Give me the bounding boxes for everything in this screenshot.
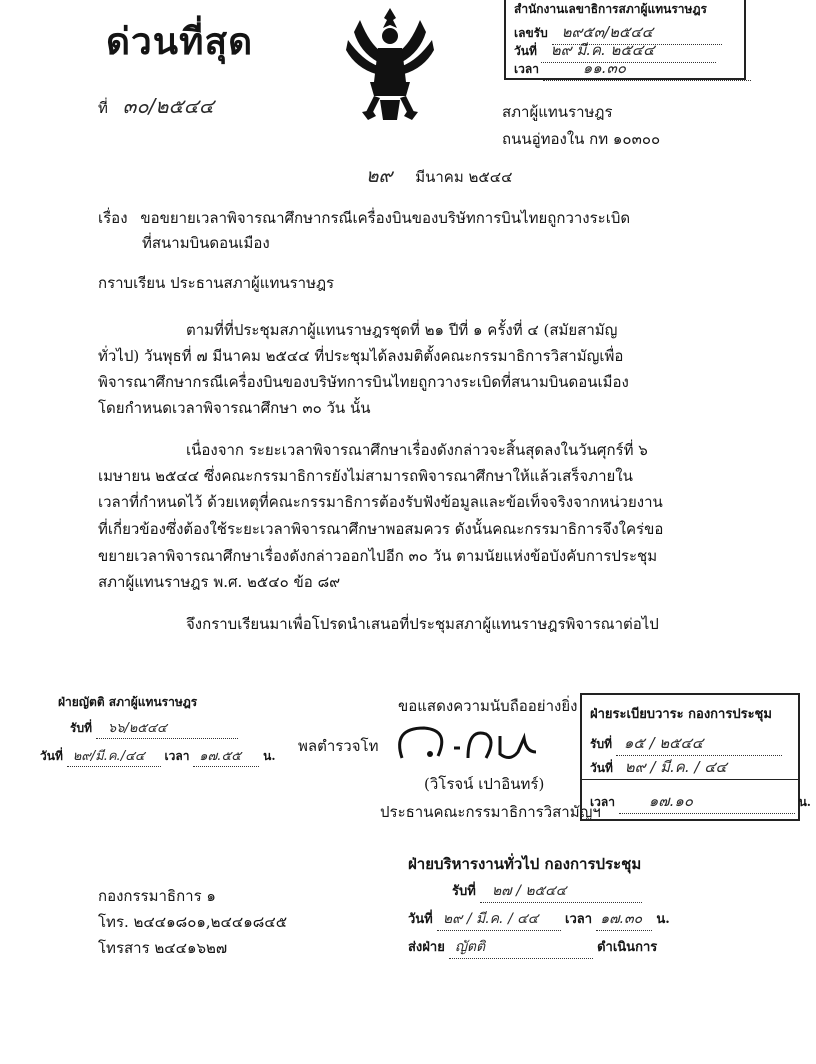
- general-recv-label: รับที่: [452, 884, 476, 899]
- receipt-stamp-title: สำนักงานเลขาธิการสภาผู้แทนราษฎร: [514, 2, 707, 16]
- receipt-stamp: [504, 0, 746, 80]
- legal-time-unit: น.: [263, 749, 276, 763]
- footer-office: กองกรรมาธิการ ๑: [98, 887, 216, 905]
- subject-line-2: ที่สนามบินดอนเมือง: [142, 234, 270, 252]
- legal-recv-label: รับที่: [70, 721, 92, 735]
- agenda-time-label: เวลา: [590, 795, 615, 809]
- urgency-heading: ด่วนที่สุด: [106, 19, 254, 63]
- org-address: ถนนอู่ทองใน กท ๑๐๓๐๐: [502, 130, 661, 148]
- general-date-label: วันที่: [408, 912, 433, 927]
- handwritten-signature-icon: [388, 718, 568, 770]
- agenda-time-value: ๑๗.๑๐: [619, 789, 795, 814]
- paragraph-2-line-1: เนื่องจาก ระยะเวลาพิจารณาศึกษาเรื่องดังกล่าวจะสิ้นสุดลงในวันศุกร์ที่ ๖: [186, 441, 648, 459]
- receipt-number-label: เลขรับ: [514, 26, 548, 40]
- legal-stamp-title: ฝ่ายญัตติ สภาผู้แทนราษฎร: [58, 695, 198, 709]
- subject: [98, 206, 630, 230]
- date-month-year: มีนาคม ๒๕๔๔: [415, 168, 513, 186]
- receipt-number-value: ๒๙๕๓/๒๕๔๔: [552, 20, 722, 45]
- legal-stamp: [40, 693, 290, 773]
- legal-recv-value: ๖๖/๒๕๔๔: [96, 717, 238, 739]
- agenda-recv-label: รับที่: [590, 737, 612, 751]
- org-name: สภาผู้แทนราษฎร: [502, 103, 613, 121]
- paragraph-2-line-2: เมษายน ๒๕๔๔ ซึ่งคณะกรรมาธิการยังไม่สามารถพิจารณาศึกษาให้แล้วเสร็จภายใน: [98, 467, 633, 485]
- agenda-stamp-title: ฝ่ายระเบียบวาระ กองการประชุม: [590, 707, 772, 722]
- receipt-date-value: ๒๙ มี.ค. ๒๕๔๔: [541, 38, 716, 63]
- general-time-value: ๑๗.๓๐: [596, 908, 652, 931]
- agenda-date-label: วันที่: [590, 761, 613, 775]
- agenda-stamp-date: [590, 755, 783, 780]
- footer-fax: โทรสาร ๒๔๔๑๖๒๗: [98, 939, 228, 957]
- legal-stamp-recv: [70, 717, 238, 739]
- paragraph-2-line-4: ที่เกี่ยวข้องซึ่งต้องใช้ระยะเวลาพิจารณาศึกษาพอสมควร ดังนั้นคณะกรรมาธิการจึงใคร่ขอ: [98, 520, 664, 538]
- signer-name: (วิโรจน์ เปาอินทร์): [424, 775, 545, 793]
- legal-date-label: วันที่: [40, 749, 63, 763]
- general-time-label: เวลา: [565, 912, 593, 927]
- signer-position: ประธานคณะกรรมาธิการวิสามัญฯ: [380, 803, 601, 821]
- agenda-time-unit: น.: [798, 795, 811, 809]
- agenda-recv-value: ๑๕ / ๒๕๔๔: [616, 731, 782, 756]
- general-recv-value: ๒๗ / ๒๕๔๔: [480, 880, 642, 903]
- footer-phone: โทร. ๒๔๔๑๘๐๑,๒๔๔๑๘๔๕: [98, 913, 288, 931]
- legal-time-value: ๑๗.๕๕: [193, 745, 259, 767]
- reference: [98, 90, 214, 122]
- general-date-value: ๒๙ / มี.ค. / ๔๔: [437, 908, 561, 931]
- signer-rank: พลตำรวจโท: [298, 737, 379, 755]
- agenda-stamp-recv: [590, 731, 782, 756]
- reference-label: ที่: [98, 99, 108, 117]
- subject-label: เรื่อง: [98, 209, 128, 227]
- general-stamp-recv: [452, 880, 642, 903]
- general-send-value: ญัตติ: [449, 936, 593, 959]
- general-stamp-date: [408, 908, 670, 931]
- paragraph-2-line-6: สภาผู้แทนราษฎร พ.ศ. ๒๕๔๐ ข้อ ๘๙: [98, 573, 341, 591]
- agenda-date-value: ๒๙ / มี.ค. / ๔๔: [617, 755, 783, 780]
- paragraph-1-line-4: โดยกำหนดเวลาพิจารณาศึกษา ๓๐ วัน นั้น: [98, 399, 371, 417]
- paragraph-1-line-3: พิจารณาศึกษากรณีเครื่องบินของบริษัทการบินไทยถูกวางระเบิดที่สนามบินดอนเมือง: [98, 373, 629, 391]
- general-stamp-send: [408, 936, 657, 959]
- paragraph-1-line-1: ตามที่ที่ประชุมสภาผู้แทนราษฎรชุดที่ ๒๑ ปีที่ ๑ ครั้งที่ ๔ (สมัยสามัญ: [186, 321, 618, 339]
- paragraph-2-line-5: ขยายเวลาพิจารณาศึกษาเรื่องดังกล่าวออกไปอีก ๓๐ วัน ตามนัยแห่งข้อบังคับการประชุม: [98, 547, 658, 565]
- general-send-label: ส่งฝ่าย: [408, 940, 445, 955]
- reference-number: ๓๐/๒๕๔๔: [122, 94, 214, 118]
- closing: ขอแสดงความนับถืออย่างยิ่ง: [398, 697, 578, 715]
- general-time-unit: น.: [656, 912, 670, 927]
- general-stamp: [400, 852, 680, 962]
- receipt-stamp-time: [514, 56, 751, 81]
- general-stamp-title: ฝ่ายบริหารงานทั่วไป กองการประชุม: [408, 855, 642, 873]
- receipt-time-label: เวลา: [514, 62, 539, 76]
- subject-line-1: ขอขยายเวลาพิจารณาศึกษากรณีเครื่องบินของบริษัทการบินไทยถูกวางระเบิด: [140, 209, 631, 227]
- agenda-stamp: [580, 693, 811, 821]
- letter-date: [366, 161, 512, 191]
- general-action-label: ดำเนินการ: [597, 940, 658, 955]
- garuda-emblem-icon: [340, 0, 440, 136]
- paragraph-2-line-3: เวลาที่กำหนดไว้ ด้วยเหตุที่คณะกรรมาธิการต้องรับฟังข้อมูลและข้อเท็จจริงจากหน่วยงาน: [98, 493, 663, 511]
- paragraph-3: จึงกราบเรียนมาเพื่อโปรดนำเสนอที่ประชุมสภาผู้แทนราษฎรพิจารณาต่อไป: [186, 615, 659, 633]
- legal-date-value: ๒๙/มี.ค./๔๔: [67, 745, 161, 767]
- receipt-date-label: วันที่: [514, 44, 537, 58]
- legal-time-label: เวลา: [164, 749, 190, 763]
- paragraph-1-line-2: ทั่วไป) วันพุธที่ ๗ มีนาคม ๒๕๔๔ ที่ประชุมได้ลงมติตั้งคณะกรรมาธิการวิสามัญเพื่อ: [98, 347, 624, 365]
- legal-stamp-date: [40, 745, 276, 767]
- date-day: ๒๙: [366, 165, 393, 187]
- agenda-stamp-time: [590, 789, 811, 814]
- salutation: กราบเรียน ประธานสภาผู้แทนราษฎร: [98, 274, 335, 292]
- receipt-time-value: ๑๑.๓๐: [543, 56, 751, 81]
